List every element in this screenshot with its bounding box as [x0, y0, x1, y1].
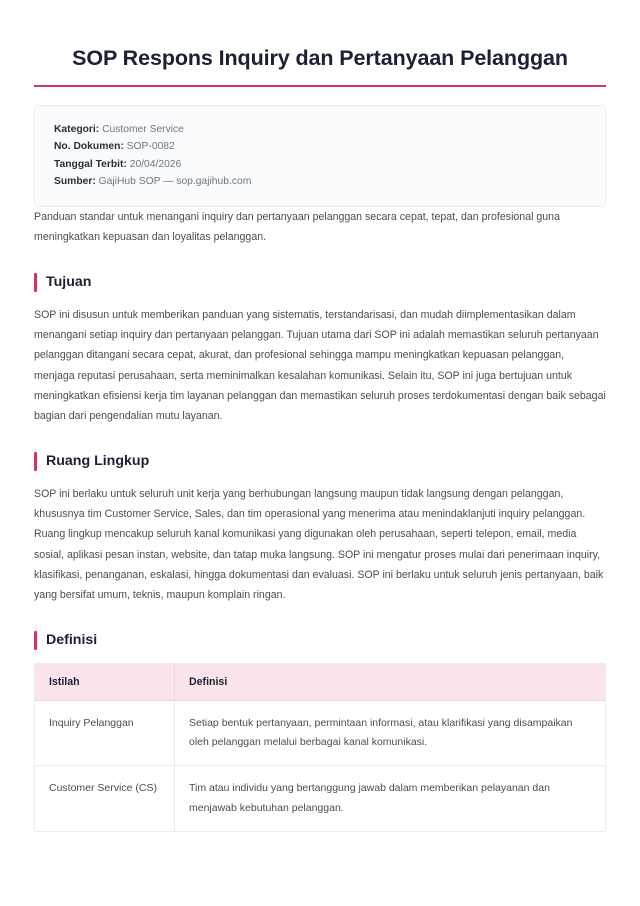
- cell-definition: Tim atau individu yang bertanggung jawab dalam memberikan pelayanan dan menjawab kebutuhan pelanggan.: [189, 782, 550, 814]
- column-header-definisi: Definisi: [175, 663, 606, 700]
- heading-accent-bar-icon: [34, 452, 37, 471]
- metadata-label-kategori: Kategori:: [54, 123, 100, 135]
- section-heading-label-tujuan: Tujuan: [46, 273, 92, 290]
- heading-accent-bar-icon: [34, 631, 37, 650]
- cell-term: Inquiry Pelanggan: [35, 700, 175, 766]
- section-heading-ruang-lingkup: [34, 452, 606, 471]
- metadata-label-sumber: Sumber:: [54, 176, 96, 188]
- section-heading-label-ruang-lingkup: Ruang Lingkup: [46, 452, 150, 469]
- section-heading-label-definisi: Definisi: [46, 631, 98, 648]
- section-heading-definisi: [34, 631, 606, 650]
- metadata-row-kategori: [54, 121, 586, 138]
- title-divider: [34, 85, 606, 87]
- section-heading-tujuan: [34, 273, 606, 292]
- cell-term: Customer Service (CS): [35, 766, 175, 832]
- intro-paragraph: Panduan standar untuk menangani inquiry dan pertanyaan pelanggan secara cepat, tepat, dan profesional guna meningkatkan kepuasan dan loyalitas pelanggan.: [34, 210, 560, 244]
- cell-definition: Setiap bentuk pertanyaan, permintaan informasi, atau klarifikasi yang disampaikan oleh pelanggan melalui berbagai kanal komunikasi.: [175, 700, 606, 766]
- metadata-row-no-dokumen: [54, 138, 586, 155]
- table-header-row: [35, 663, 606, 700]
- document-metadata-box: [34, 105, 606, 207]
- definition-table-header: [35, 663, 606, 700]
- metadata-label-tanggal-terbit: Tanggal Terbit:: [54, 158, 127, 170]
- definition-table-body: [35, 700, 606, 832]
- metadata-value-sumber: GajiHub SOP — sop.gajihub.com: [98, 176, 252, 188]
- section-body-ruang-lingkup: SOP ini berlaku untuk seluruh unit kerja yang berhubungan langsung maupun tidak langsung dengan pelanggan, khususnya tim Customer Service, Sales, dan tim operasional yang menerima atau menindaklanjuti inquiry pelanggan. Ruang lingkup mencakup seluruh kanal komunikasi yang digunakan oleh perusahaan, seperti telepon, email, media sosial, aplikasi pesan instan, website, dan tatap muka langsung. SOP ini mengatur proses mulai dari penerimaan inquiry, klasifikasi, penanganan, eskalasi, hingga dokumentasi dan evaluasi. SOP ini berlaku untuk seluruh jenis pertanyaan, baik yang bersifat umum, teknis, maupun komplain ringan.: [34, 487, 604, 602]
- heading-accent-bar-icon: [34, 273, 37, 292]
- metadata-label-no-dokumen: No. Dokumen:: [54, 141, 124, 153]
- column-header-istilah: Istilah: [35, 663, 175, 700]
- table-row: [35, 700, 606, 766]
- metadata-value-kategori: Customer Service: [102, 123, 184, 135]
- metadata-row-sumber: [54, 173, 586, 190]
- page-title: SOP Respons Inquiry dan Pertanyaan Pelanggan: [72, 46, 568, 70]
- section-body-tujuan: SOP ini disusun untuk memberikan panduan yang sistematis, terstandarisasi, dan mudah diimplementasikan dalam menangani setiap inquiry dan pertanyaan pelanggan. Tujuan utama dari SOP ini adalah memastikan seluruh pertanyaan pelanggan ditangani secara cepat, akurat, dan profesional sehingga mampu meningkatkan kepuasan pelanggan, menjaga reputasi perusahaan, serta meminimalkan kesalahan komunikasi. Selain itu, SOP ini juga bertujuan untuk meningkatkan efisiensi kerja tim layanan pelanggan dan memastikan seluruh proses terdokumentasi dengan baik sebagai bagian dari pengendalian mutu layanan.: [34, 308, 606, 423]
- table-row: [35, 766, 606, 832]
- definition-table: [34, 663, 606, 833]
- metadata-value-tanggal-terbit: 20/04/2026: [129, 158, 182, 170]
- metadata-row-tanggal-terbit: [54, 156, 586, 173]
- metadata-value-no-dokumen: SOP-0082: [126, 141, 175, 153]
